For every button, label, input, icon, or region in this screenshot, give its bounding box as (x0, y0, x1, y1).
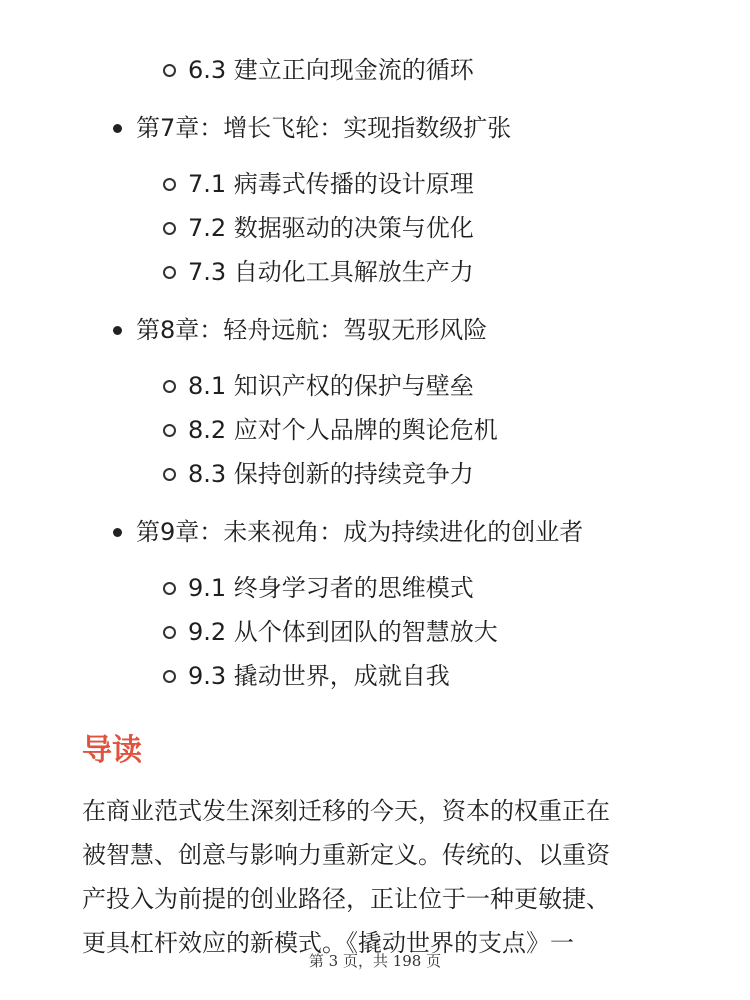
hollow-circle-bullet-icon (163, 380, 176, 393)
hollow-circle-bullet-icon (163, 222, 176, 235)
hollow-circle-bullet-icon (163, 670, 176, 683)
toc-item-text: 7.3 自动化工具解放生产力 (188, 258, 474, 286)
hollow-circle-bullet-icon (163, 468, 176, 481)
filled-dot-bullet-icon (113, 124, 122, 133)
toc-item-text: 6.3 建立正向现金流的循环 (188, 56, 474, 84)
paragraph-line: 被智慧、创意与影响力重新定义。传统的、以重资 (82, 841, 610, 869)
toc-item-text: 7.2 数据驱动的决策与优化 (188, 214, 474, 242)
toc-item-text: 8.1 知识产权的保护与壁垒 (188, 372, 474, 400)
hollow-circle-bullet-icon (163, 582, 176, 595)
toc-item-text: 8.3 保持创新的持续竞争力 (188, 460, 474, 488)
filled-dot-bullet-icon (113, 528, 122, 537)
toc-item-text: 第9章：未来视角：成为持续进化的创业者 (136, 518, 584, 546)
hollow-circle-bullet-icon (163, 424, 176, 437)
toc-item-text: 第8章：轻舟远航：驾驭无形风险 (136, 316, 488, 344)
intro-paragraph (82, 789, 682, 965)
filled-dot-bullet-icon (113, 326, 122, 335)
toc-item-text: 9.2 从个体到团队的智慧放大 (188, 618, 498, 646)
paragraph-line: 更具杠杆效应的新模式。《撬动世界的支点》一 (82, 929, 574, 957)
hollow-circle-bullet-icon (163, 626, 176, 639)
paragraph-line: 产投入为前提的创业路径，正让位于一种更敏捷、 (82, 885, 610, 913)
page-number-footer: 第 3 页，共 198 页 (308, 952, 442, 970)
toc-item-text: 9.1 终身学习者的思维模式 (188, 574, 474, 602)
hollow-circle-bullet-icon (163, 178, 176, 191)
toc-item-text: 7.1 病毒式传播的设计原理 (188, 170, 474, 198)
paragraph-line: 在商业范式发生深刻迁移的今天，资本的权重正在 (82, 797, 610, 825)
toc-item-text: 8.2 应对个人品牌的舆论危机 (188, 416, 498, 444)
toc-item-text: 9.3 撬动世界，成就自我 (188, 662, 450, 690)
hollow-circle-bullet-icon (163, 64, 176, 77)
toc-item-text: 第7章：增长飞轮：实现指数级扩张 (136, 114, 512, 142)
hollow-circle-bullet-icon (163, 266, 176, 279)
section-heading: 导读 (82, 733, 142, 768)
